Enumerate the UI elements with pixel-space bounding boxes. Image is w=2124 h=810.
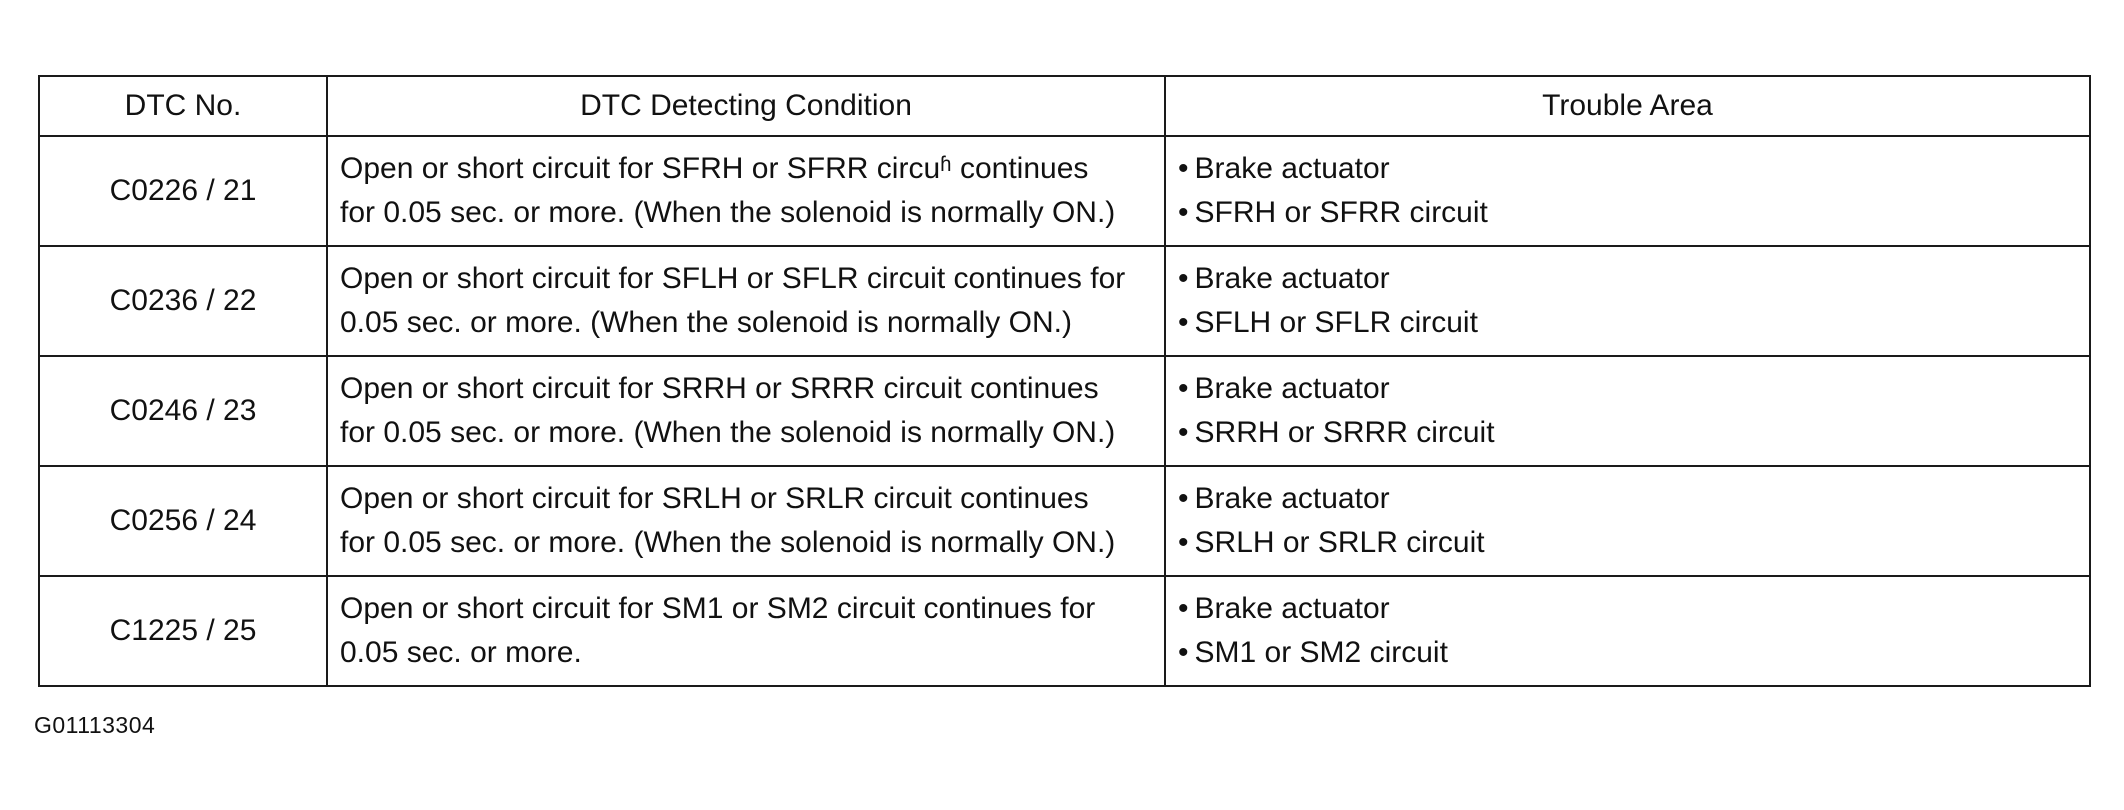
table-body: [39, 136, 2090, 686]
detecting-condition-cell: [327, 136, 1165, 246]
table-row: [39, 466, 2090, 576]
trouble-area-item: • SFLH or SFLR circuit: [1178, 301, 2077, 345]
dtc-code-cell: C1225 / 25: [39, 576, 327, 686]
header-trouble-area: Trouble Area: [1165, 76, 2090, 136]
condition-line: for 0.05 sec. or more. (When the solenoid is normally ON.): [340, 526, 1116, 559]
trouble-area-cell: [1165, 356, 2090, 466]
trouble-area-item: • Brake actuator: [1178, 477, 2077, 521]
table-row: [39, 246, 2090, 356]
condition-line: Open or short circuit for SFRH or SFRR circuʱ continues: [340, 152, 1089, 185]
condition-line: Open or short circuit for SM1 or SM2 circuit continues for: [340, 592, 1096, 625]
trouble-area-item: • SRLH or SRLR circuit: [1178, 521, 2077, 565]
trouble-area-cell: [1165, 466, 2090, 576]
trouble-area-item: • Brake actuator: [1178, 147, 2077, 191]
table-row: [39, 136, 2090, 246]
dtc-table: [38, 75, 2091, 687]
condition-line: Open or short circuit for SFLH or SFLR circuit continues for: [340, 262, 1126, 295]
trouble-area-cell: [1165, 576, 2090, 686]
condition-line: Open or short circuit for SRRH or SRRR circuit continues: [340, 372, 1099, 405]
table-row: [39, 356, 2090, 466]
condition-line: 0.05 sec. or more. (When the solenoid is normally ON.): [340, 306, 1072, 339]
detecting-condition-cell: [327, 356, 1165, 466]
condition-line: Open or short circuit for SRLH or SRLR circuit continues: [340, 482, 1089, 515]
header-dtc-no: DTC No.: [39, 76, 327, 136]
dtc-code-cell: C0256 / 24: [39, 466, 327, 576]
detecting-condition-cell: [327, 246, 1165, 356]
condition-line: for 0.05 sec. or more. (When the solenoid is normally ON.): [340, 416, 1116, 449]
trouble-area-item: • Brake actuator: [1178, 587, 2077, 631]
header-row: [39, 76, 2090, 136]
header-detecting-condition: DTC Detecting Condition: [327, 76, 1165, 136]
trouble-area-cell: [1165, 246, 2090, 356]
figure-id: G01113304: [34, 712, 156, 738]
dtc-code-cell: C0236 / 22: [39, 246, 327, 356]
trouble-area-item: • SFRH or SFRR circuit: [1178, 191, 2077, 235]
trouble-area-item: • SM1 or SM2 circuit: [1178, 631, 2077, 675]
table-header: [39, 76, 2090, 136]
condition-line: for 0.05 sec. or more. (When the solenoid is normally ON.): [340, 196, 1116, 229]
trouble-area-item: • Brake actuator: [1178, 257, 2077, 301]
detecting-condition-cell: [327, 466, 1165, 576]
condition-line: 0.05 sec. or more.: [340, 636, 582, 669]
trouble-area-item: • SRRH or SRRR circuit: [1178, 411, 2077, 455]
trouble-area-cell: [1165, 136, 2090, 246]
detecting-condition-cell: [327, 576, 1165, 686]
trouble-area-item: • Brake actuator: [1178, 367, 2077, 411]
dtc-code-cell: C0246 / 23: [39, 356, 327, 466]
dtc-code-cell: C0226 / 21: [39, 136, 327, 246]
table-row: [39, 576, 2090, 686]
